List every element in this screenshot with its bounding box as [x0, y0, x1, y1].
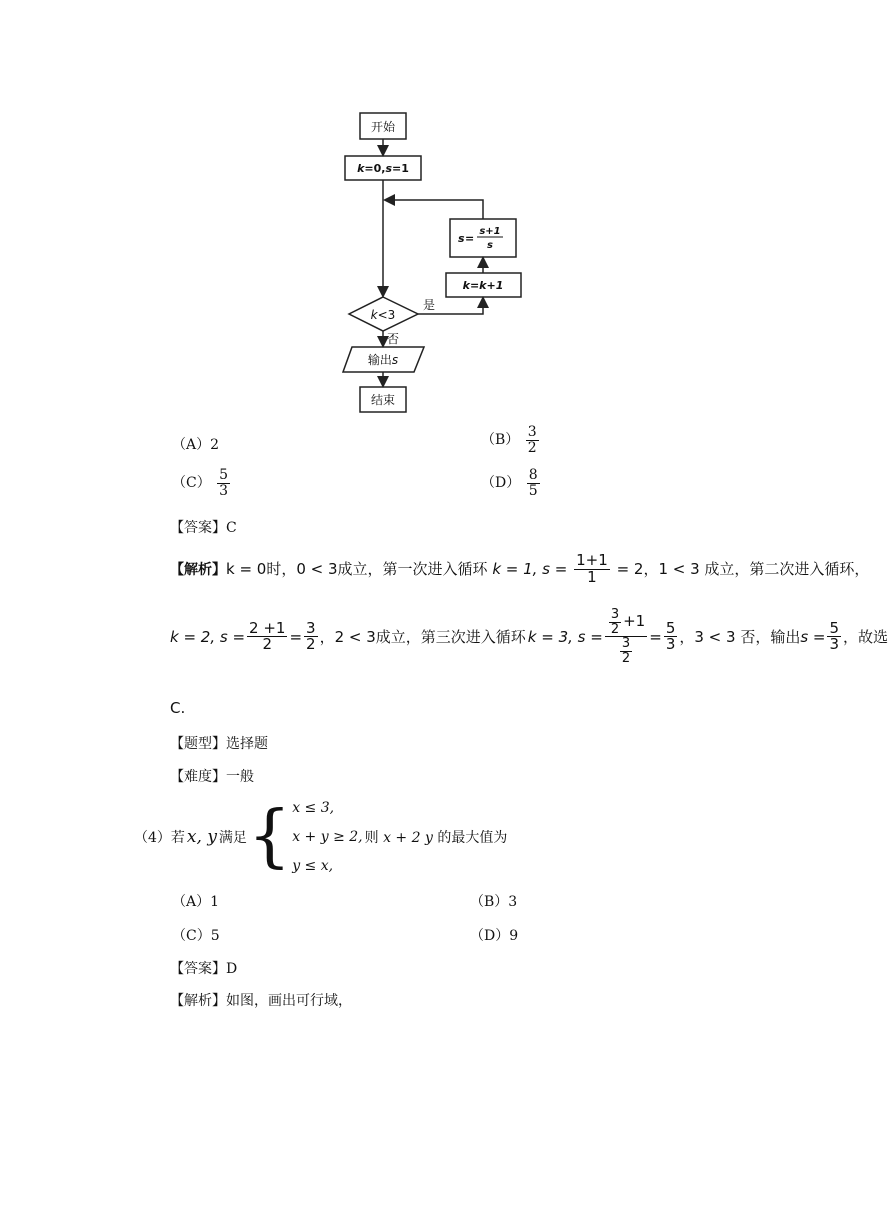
q3-option-c: （C） $\frac{5}{3}$: [172, 467, 229, 499]
q3-option-a: （A）2: [172, 437, 220, 453]
q4-stem: （4）若 x, y 满足 { x ≤ 3, x + y ≥ 2, y ≤ x, 则 x + 2 y 的最大值为: [134, 797, 508, 876]
update-s-lhs: s: [458, 232, 465, 245]
update-k-label: k=k+1: [462, 279, 504, 292]
end-label: 结束: [370, 393, 396, 407]
q4-option-b: （B）3: [470, 894, 518, 910]
start-label: 开始: [370, 120, 396, 134]
q4-answer: 【答案】D: [170, 961, 238, 977]
no-label: 否: [387, 332, 400, 346]
q3-answer: 【答案】C: [170, 520, 237, 536]
update-s-num: s+1: [479, 226, 501, 237]
constraint-3: y ≤ x,: [292, 858, 334, 874]
q3-analysis-line2: k = 2, s = $\frac{2 +1}{2}$ = $\frac{3}{2}$ ，2 < 3成立，第三次进入循环 k = 3, s = $\frac{3}{2}$ +1 $\frac{3}{2}$ = $\frac{5}{3}$ ，3 < 3 否，输出 s = $\frac{5}{3}$ ，故选: [170, 607, 888, 666]
q4-option-c: （C）5: [172, 928, 220, 944]
q3-difficulty: 【难度】一般: [170, 769, 254, 785]
q3-analysis-line3: C.: [170, 699, 186, 717]
output-label: 输出s: [367, 353, 399, 367]
q3-option-d: （D） $\frac{8}{5}$: [481, 467, 538, 499]
complex-fraction: $\frac{3}{2}$ +1 $\frac{3}{2}$: [605, 608, 647, 666]
update-s-den: s: [487, 240, 493, 251]
q3-analysis-line1: 【解析】k = 0时，0 < 3成立，第一次进入循环 k = 1, s = $\frac{1+1}{1}$ = 2，1 < 3 成立，第二次进入循环，: [170, 551, 870, 586]
q3-option-b: （B） $\frac{3}{2}$: [481, 424, 537, 456]
decision-label: k<3: [370, 308, 396, 322]
constraint-1: x ≤ 3,: [292, 800, 335, 816]
q4-option-d: （D）9: [470, 928, 519, 944]
init-label: k=0,s=1: [357, 162, 409, 175]
q3-type: 【题型】选择题: [170, 736, 268, 752]
yes-label: 是: [423, 298, 436, 312]
q4-analysis: 【解析】如图，画出可行域，: [170, 993, 352, 1009]
constraint-2: x + y ≥ 2,: [292, 829, 363, 845]
system-brace: {: [247, 797, 292, 876]
q4-option-a: （A）1: [172, 894, 220, 910]
flowchart-diagram: [0, 0, 860, 420]
update-s-eq: =: [465, 232, 475, 245]
